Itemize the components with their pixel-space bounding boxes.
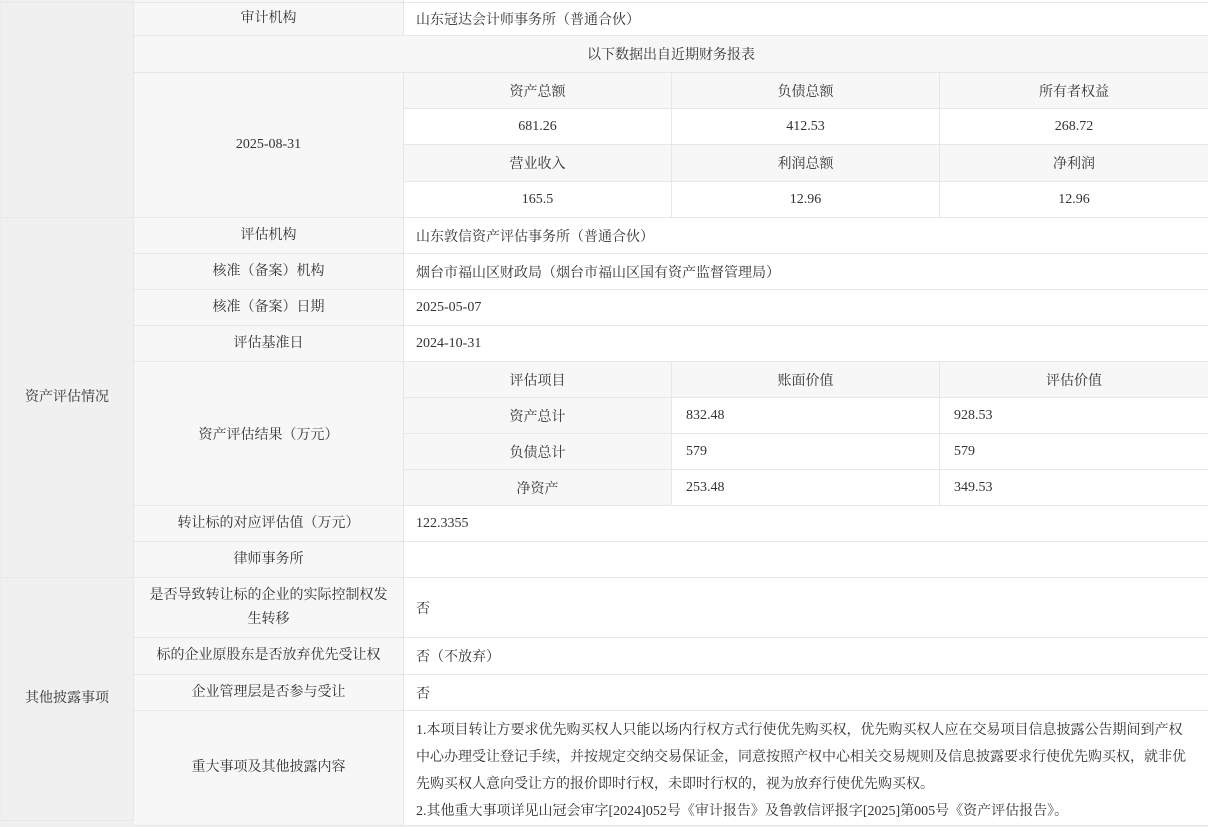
approval-agency-label: 核准（备案）机构	[134, 254, 404, 290]
law-firm-label: 律师事务所	[134, 542, 404, 578]
transfer-eval-value: 122.3355	[404, 506, 1208, 542]
sliver-value-cell	[404, 0, 1208, 2]
transfer-eval-value-label: 转让标的对应评估值（万元）	[134, 506, 404, 542]
evaluation-result-table	[404, 362, 1208, 506]
table-row	[134, 711, 1208, 821]
table-row	[134, 675, 1208, 711]
eval-item-net-assets: 净资产	[404, 470, 672, 506]
eval-item-total-assets: 资产总计	[404, 398, 672, 434]
major-matters-content	[404, 711, 1208, 826]
financial-date-cell: 2025-08-31	[134, 73, 404, 218]
fin-header-total-liabilities: 负债总额	[672, 73, 940, 109]
fin-value-total-liabilities: 412.53	[672, 109, 940, 145]
approval-date-value: 2025-05-07	[404, 290, 1208, 326]
financial-table-block	[134, 73, 1208, 218]
fin-header-revenue: 营业收入	[404, 145, 672, 182]
eval-agency-value: 山东敦信资产评估事务所（普通合伙）	[404, 218, 1208, 254]
eval-eval-net-assets: 349.53	[940, 470, 1208, 506]
waive-preemption-label: 标的企业原股东是否放弃优先受让权	[134, 638, 404, 675]
table-row	[134, 254, 1208, 290]
eval-base-date-value: 2024-10-31	[404, 326, 1208, 362]
control-transfer-label: 是否导致转让标的企业的实际控制权发生转移	[134, 578, 404, 638]
eval-book-total-liabilities: 579	[672, 434, 940, 470]
eval-item-total-liabilities: 负债总计	[404, 434, 672, 470]
financial-table	[404, 73, 1208, 218]
eval-book-total-assets: 832.48	[672, 398, 940, 434]
fin-value-owner-equity: 268.72	[940, 109, 1208, 145]
sliver-label-cell	[134, 0, 404, 2]
management-participation-value: 否	[404, 675, 1208, 711]
financial-note-row: 以下数据出自近期财务报表	[134, 36, 1208, 73]
section-eval-body	[134, 218, 1208, 578]
fin-value-net-profit: 12.96	[940, 182, 1208, 218]
eval-book-net-assets: 253.48	[672, 470, 940, 506]
fin-header-total-assets: 资产总额	[404, 73, 672, 109]
eval-header-eval-value: 评估价值	[940, 362, 1208, 398]
fin-header-owner-equity: 所有者权益	[940, 73, 1208, 109]
major-matters-paragraph-2: 2.其他重大事项详见山冠会审字[2024]052号《审计报告》及鲁敦信评报字[2025]第005号《资产评估报告》。	[416, 804, 1069, 819]
fin-value-total-profit: 12.96	[672, 182, 940, 218]
audit-agency-label: 审计机构	[134, 3, 404, 36]
fin-value-total-assets: 681.26	[404, 109, 672, 145]
eval-header-book-value: 账面价值	[672, 362, 940, 398]
evaluation-result-label: 资产评估结果（万元）	[134, 362, 404, 506]
major-matters-label: 重大事项及其他披露内容	[134, 711, 404, 826]
eval-eval-total-liabilities: 579	[940, 434, 1208, 470]
table-row	[134, 506, 1208, 542]
sliver-category-cell	[1, 0, 134, 2]
table-row	[134, 326, 1208, 362]
section-label-other-disclosure: 其他披露事项	[1, 578, 134, 821]
fin-value-revenue: 165.5	[404, 182, 672, 218]
section-audit-financials	[1, 3, 1208, 218]
section-other-disclosure	[1, 578, 1208, 821]
eval-header-item: 评估项目	[404, 362, 672, 398]
law-firm-value	[404, 542, 1208, 578]
eval-agency-label: 评估机构	[134, 218, 404, 254]
table-row	[134, 578, 1208, 638]
section-asset-evaluation	[1, 218, 1208, 578]
evaluation-result-block	[134, 362, 1208, 506]
fin-header-total-profit: 利润总额	[672, 145, 940, 182]
major-matters-paragraph-1: 1.本项目转让方要求优先购买权人只能以场内行权方式行使优先购买权，优先购买权人应在交易项目信息披露公告期间到产权中心办理受让登记手续，并按规定交纳交易保证金，同意按照产权中心相关交易规则及信息披露要求行使优先购买权，就非优先购买权人意向受让方的报价即时行权，未即时行权的，视为放弃行使优先购买权。	[416, 723, 1186, 792]
approval-date-label: 核准（备案）日期	[134, 290, 404, 326]
table-row	[134, 218, 1208, 254]
approval-agency-value: 烟台市福山区财政局（烟台市福山区国有资产监督管理局）	[404, 254, 1208, 290]
eval-base-date-label: 评估基准日	[134, 326, 404, 362]
section-audit-body	[134, 3, 1208, 218]
fin-header-net-profit: 净利润	[940, 145, 1208, 182]
waive-preemption-value: 否（不放弃）	[404, 638, 1208, 675]
table-row	[134, 290, 1208, 326]
control-transfer-value: 否	[404, 578, 1208, 638]
table-row	[134, 638, 1208, 675]
section-label-asset-evaluation: 资产评估情况	[1, 218, 134, 578]
table-row	[134, 3, 1208, 36]
eval-eval-total-assets: 928.53	[940, 398, 1208, 434]
audit-agency-value: 山东冠达会计师事务所（普通合伙）	[404, 3, 1208, 36]
management-participation-label: 企业管理层是否参与受让	[134, 675, 404, 711]
section-label-empty	[1, 3, 134, 218]
section-other-body	[134, 578, 1208, 821]
table-row	[134, 542, 1208, 578]
